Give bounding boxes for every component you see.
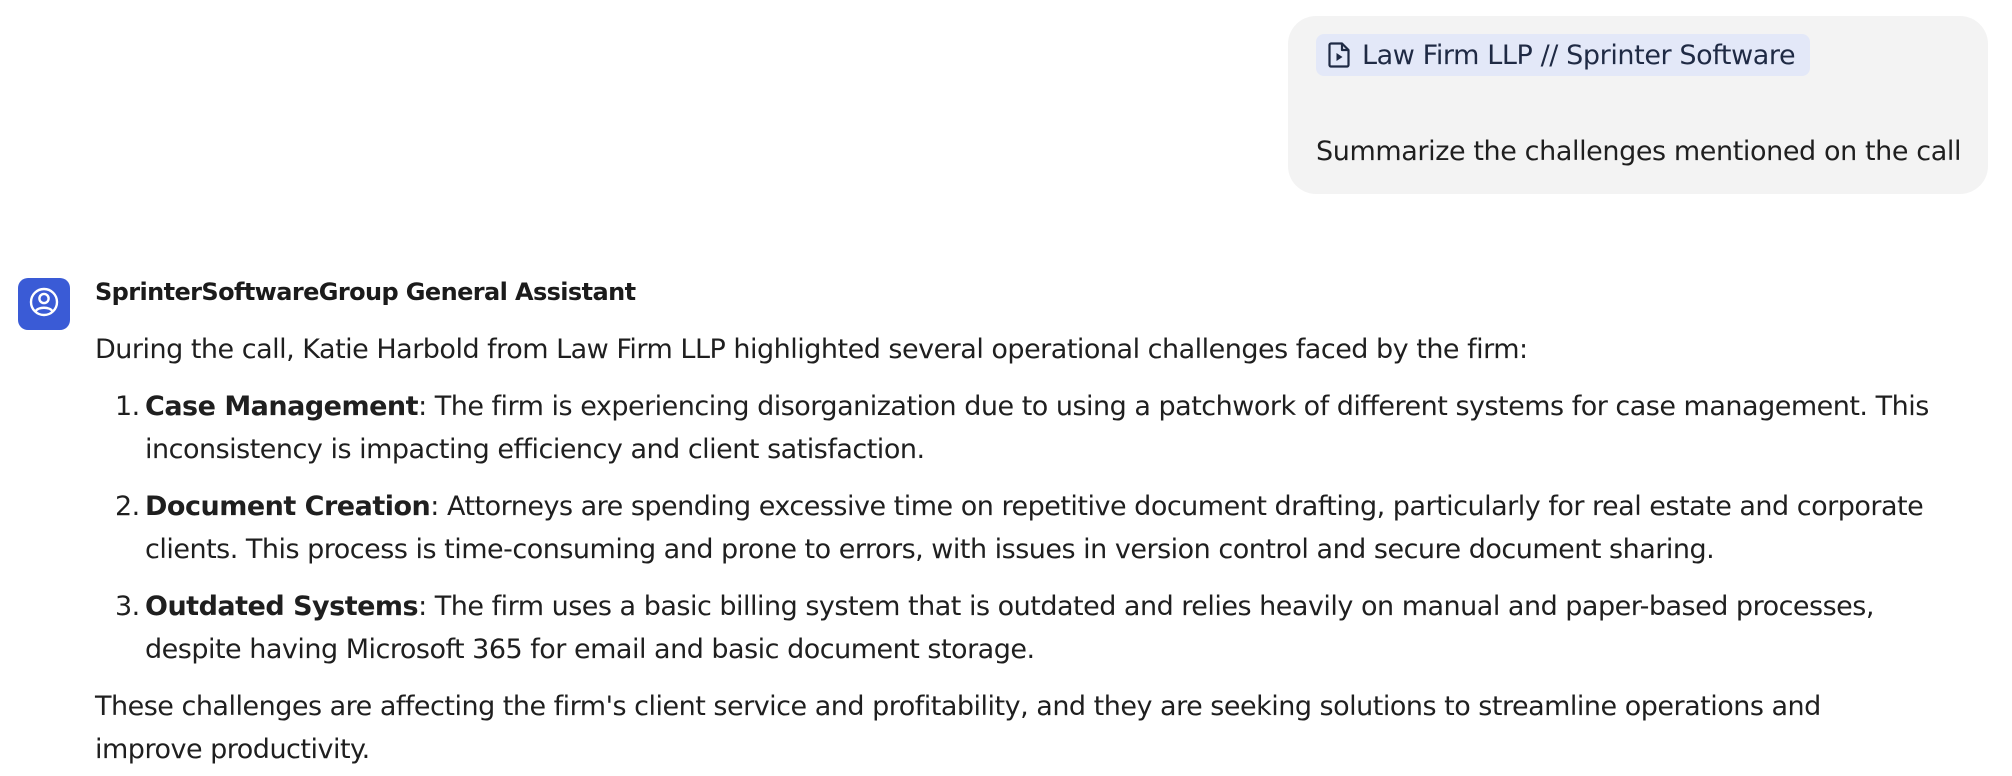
user-circle-icon	[28, 286, 60, 322]
list-item-text: : Attorneys are spending excessive time on repetitive document drafting, particularly for real estate and corporate	[430, 491, 1924, 522]
list-item	[95, 385, 1985, 471]
user-prompt-text: Summarize the challenges mentioned on the call	[1316, 136, 1962, 167]
list-item-line	[145, 385, 1985, 428]
list-item-title: Document Creation	[145, 491, 431, 522]
list-item-number: 2.	[115, 491, 140, 522]
list-item-text-cont: clients. This process is time-consuming and prone to errors, with issues in version control and secure document sharing.	[145, 534, 1715, 565]
assistant-name: SprinterSoftwareGroup General Assistant	[95, 278, 636, 306]
list-item-line	[145, 585, 1985, 628]
response-conclusion: These challenges are affecting the firm's client service and profitability, and they are seeking solutions to streamline operations and	[95, 691, 1821, 722]
response-intro: During the call, Katie Harbold from Law Firm LLP highlighted several operational challenges faced by the firm:	[95, 334, 1528, 365]
challenge-list	[95, 385, 1985, 671]
list-item-text: : The firm is experiencing disorganization due to using a patchwork of different systems for case management. This	[418, 391, 1929, 422]
list-item-title: Outdated Systems	[145, 591, 419, 622]
response-conclusion-cont: improve productivity.	[95, 734, 370, 765]
attachment-label: Law Firm LLP // Sprinter Software	[1362, 39, 1796, 71]
user-message-bubble	[1288, 16, 1988, 194]
list-item-title: Case Management	[145, 391, 419, 422]
assistant-response	[95, 328, 1985, 771]
list-item	[95, 485, 1985, 571]
file-video-icon	[1328, 42, 1350, 68]
list-item	[95, 585, 1985, 671]
list-item-text-cont: despite having Microsoft 365 for email and basic document storage.	[145, 634, 1035, 665]
list-item-number: 1.	[115, 391, 140, 422]
attachment-chip[interactable]	[1316, 34, 1810, 76]
list-item-number: 3.	[115, 591, 140, 622]
list-item-text-cont: inconsistency is impacting efficiency and client satisfaction.	[145, 434, 925, 465]
list-item-text: : The firm uses a basic billing system that is outdated and relies heavily on manual and paper-based processes,	[418, 591, 1874, 622]
list-item-line	[145, 485, 1985, 528]
assistant-avatar	[18, 278, 70, 330]
